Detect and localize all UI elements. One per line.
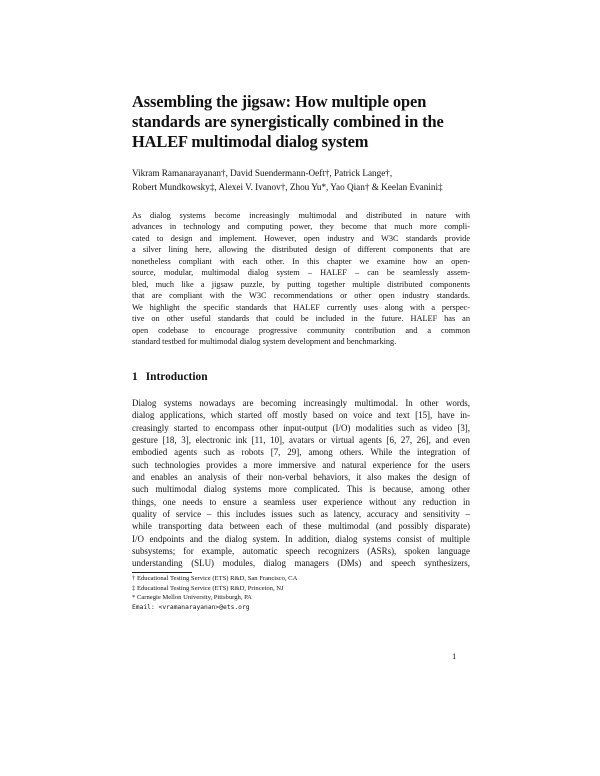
- section-title: Introduction: [145, 371, 208, 383]
- title-line: Assembling the jigsaw: How multiple open: [132, 92, 427, 111]
- abstract-line: a silver lining here, allowing the distributed design of different components that are: [132, 245, 470, 255]
- page-number: 1: [452, 651, 457, 661]
- body-line: I/O endpoints and the dialog system. In addition, dialog systems consist of multiple: [132, 533, 470, 544]
- abstract-line: that are compliant with the W3C recommendations or other open industry standards.: [132, 291, 470, 301]
- body-line: Dialog systems nowadays are becoming increasingly multimodal. In other words,: [132, 398, 470, 408]
- body-line: such multimodal dialog systems more complicated. This is because, among other: [132, 484, 470, 495]
- author-line: Robert Mundkowsky‡, Alexei V. Ivanov†, Zhou Yu*, Yao Qian† & Keelan Evanini‡: [132, 182, 443, 192]
- author-line: Vikram Ramanarayanan†, David Suendermann-Oeft†, Patrick Lange†,: [132, 168, 393, 178]
- body-line: subsystems; for example, automatic speech recognizers (ASRs), spoken language: [132, 546, 470, 557]
- body-line: and enables an analysis of their non-verbal behaviors, it also makes the design of: [132, 472, 470, 483]
- body-line: things, one needs to ensure a seamless user experience without any reduction in: [132, 496, 470, 507]
- body-line: gesture [18, 3], electronic ink [11, 10], avatars or virtual agents [6, 27, 26], and even: [132, 435, 470, 446]
- abstract-line: open codebase to encourage progressive community contribution and a common: [132, 325, 470, 335]
- body-line: embodied agents such as robots [7, 29], among others. While the integration of: [132, 447, 470, 458]
- body-line: creasingly started to encompass other input-output (I/O) modalities such as video [3],: [132, 422, 470, 433]
- title-line: HALEF multimodal dialog system: [132, 132, 369, 151]
- footnote: ‡ Educational Testing Service (ETS) R&D, Princeton, NJ: [132, 584, 284, 592]
- footnote: * Carnegie Mellon University, Pittsburgh, PA: [132, 594, 252, 602]
- body-paragraph: [132, 397, 470, 570]
- body-line: dialog applications, which started off mostly based on voice and text [15], have in-: [132, 410, 470, 421]
- email-line: Email: <vramanarayanan>@ets.org: [132, 603, 250, 611]
- abstract-line: source, modular, multimodal dialog system – HALEF – can be seamlessly assem-: [132, 268, 470, 278]
- body-line: while transporting data between each of these multimodal (and possibly disparate): [132, 521, 470, 532]
- abstract-line: nonetheless compliant with each other. In this chapter we examine how an open-: [132, 256, 470, 266]
- abstract-line: We highlight the specific standards that HALEF currently uses along with a perspec-: [132, 302, 470, 312]
- abstract-line: tive on other useful standards that could be included in the future. HALEF has an: [132, 314, 470, 324]
- footnote: † Educational Testing Service (ETS) R&D, San Francisco, CA: [132, 575, 298, 582]
- body-line: quality of service – this includes issues such as latency, accuracy and sensitivity –: [132, 509, 470, 520]
- paper-title: [132, 92, 472, 152]
- footnote-divider: [132, 572, 192, 573]
- abstract-line: cated to design and implement. However, open industry and W3C standards provide: [132, 233, 470, 243]
- abstract-line: bled, much like a jigsaw puzzle, by putting together multiple distributed components: [132, 279, 470, 289]
- section-heading: [132, 371, 208, 383]
- footnotes: [132, 574, 470, 612]
- abstract-line: As dialog systems become increasingly multimodal and distributed in nature with: [132, 211, 470, 220]
- author-list: [132, 166, 472, 194]
- title-line: standards are synergistically combined in the: [132, 112, 444, 131]
- body-line: such technologies provides a more immersive and natural experience for the users: [132, 459, 470, 470]
- abstract-line: advances in technology and computing power, they become that much more compli-: [132, 222, 470, 232]
- abstract: [132, 210, 470, 347]
- section-number: 1: [132, 371, 138, 383]
- abstract-line: standard testbed for multimodal dialog system development and benchmarking.: [132, 336, 397, 346]
- body-line: understanding (SLU) modules, dialog managers (DMs) and speech synthesizers,: [132, 558, 470, 569]
